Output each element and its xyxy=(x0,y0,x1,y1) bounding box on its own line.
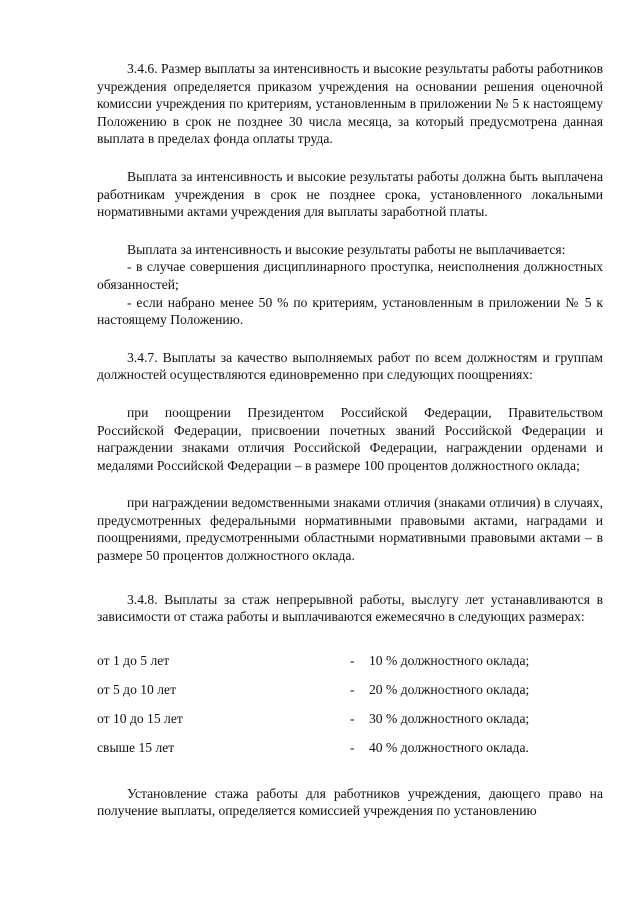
table-row xyxy=(97,652,603,681)
paragraph-payment-deadline: Выплата за интенсивность и высокие результаты работы должна быть выплачена работникам учреждения в срок не позднее срока, установленного локальными нормативными актами учреждения для выплаты заработной платы. xyxy=(97,168,603,220)
paragraph-president-award: при поощрении Президентом Российской Федерации, Правительством Российской Федерации, присвоении почетных званий Российской Федерации и награждении знаками отличия Российской Федерации, награждении орденами и медалями Российской Федерации – в размере 100 процентов должностного оклада; xyxy=(97,404,603,473)
rate-range: свыше 15 лет xyxy=(97,739,175,755)
paragraph-departmental-award: при награждении ведомственными знаками отличия (знаками отличия) в случаях, предусмотренных федеральными нормативными правовыми актами, наградами и поощрениями, предусмотренными областными нормативными правовыми актами – в размере 50 процентов должностного оклада. xyxy=(97,495,603,564)
document-page xyxy=(97,60,603,820)
rate-value: 40 % должностного оклада. xyxy=(369,739,529,755)
paragraph-3-4-8: 3.4.8. Выплаты за стаж непрерывной работы, выслугу лет устанавливаются в зависимости от стажа работы и выплачиваются ежемесячно в следующих размерах: xyxy=(97,591,603,625)
table-row xyxy=(97,681,603,710)
table-row xyxy=(97,739,603,768)
rate-range: от 10 до 15 лет xyxy=(97,710,183,726)
paragraph-3-4-6: 3.4.6. Размер выплаты за интенсивность и высокие результаты работы работников учреждения определяется приказом учреждения на основании решения оценочной комиссии учреждения по критериям, установленным в приложении № 5 к настоящему Положению в срок не позднее 30 числа месяца, за который предусмотрена данная выплата в пределах фонда оплаты труда. xyxy=(97,61,603,147)
rate-value: 10 % должностного оклада; xyxy=(369,652,530,668)
rate-dash: - xyxy=(350,681,355,697)
rate-range: от 5 до 10 лет xyxy=(97,681,177,697)
paragraph-3-4-7: 3.4.7. Выплаты за качество выполняемых работ по всем должностям и группам должностей осуществляются единовременно при следующих поощрениях: xyxy=(97,349,603,383)
seniority-rates-table xyxy=(97,652,603,768)
rate-range: от 1 до 5 лет xyxy=(97,652,170,668)
rate-dash: - xyxy=(350,739,355,755)
rate-value: 30 % должностного оклада; xyxy=(369,710,530,726)
rate-value: 20 % должностного оклада; xyxy=(369,681,530,697)
rate-dash: - xyxy=(350,652,355,668)
paragraph-not-paid: Выплата за интенсивность и высокие результаты работы не выплачивается: xyxy=(127,241,566,257)
rate-dash: - xyxy=(350,710,355,726)
paragraph-seniority-commission: Установление стажа работы для работников учреждения, дающего право на получение выплаты, определяется комиссией учреждения по установлению xyxy=(97,785,603,819)
list-item-disciplinary: - в случае совершения дисциплинарного проступка, неисполнения должностных обязанностей; xyxy=(97,259,603,292)
list-item-less-than-50: - если набрано менее 50 % по критериям, установленным в приложении № 5 к настоящему Положению. xyxy=(97,294,603,328)
table-row xyxy=(97,710,603,739)
